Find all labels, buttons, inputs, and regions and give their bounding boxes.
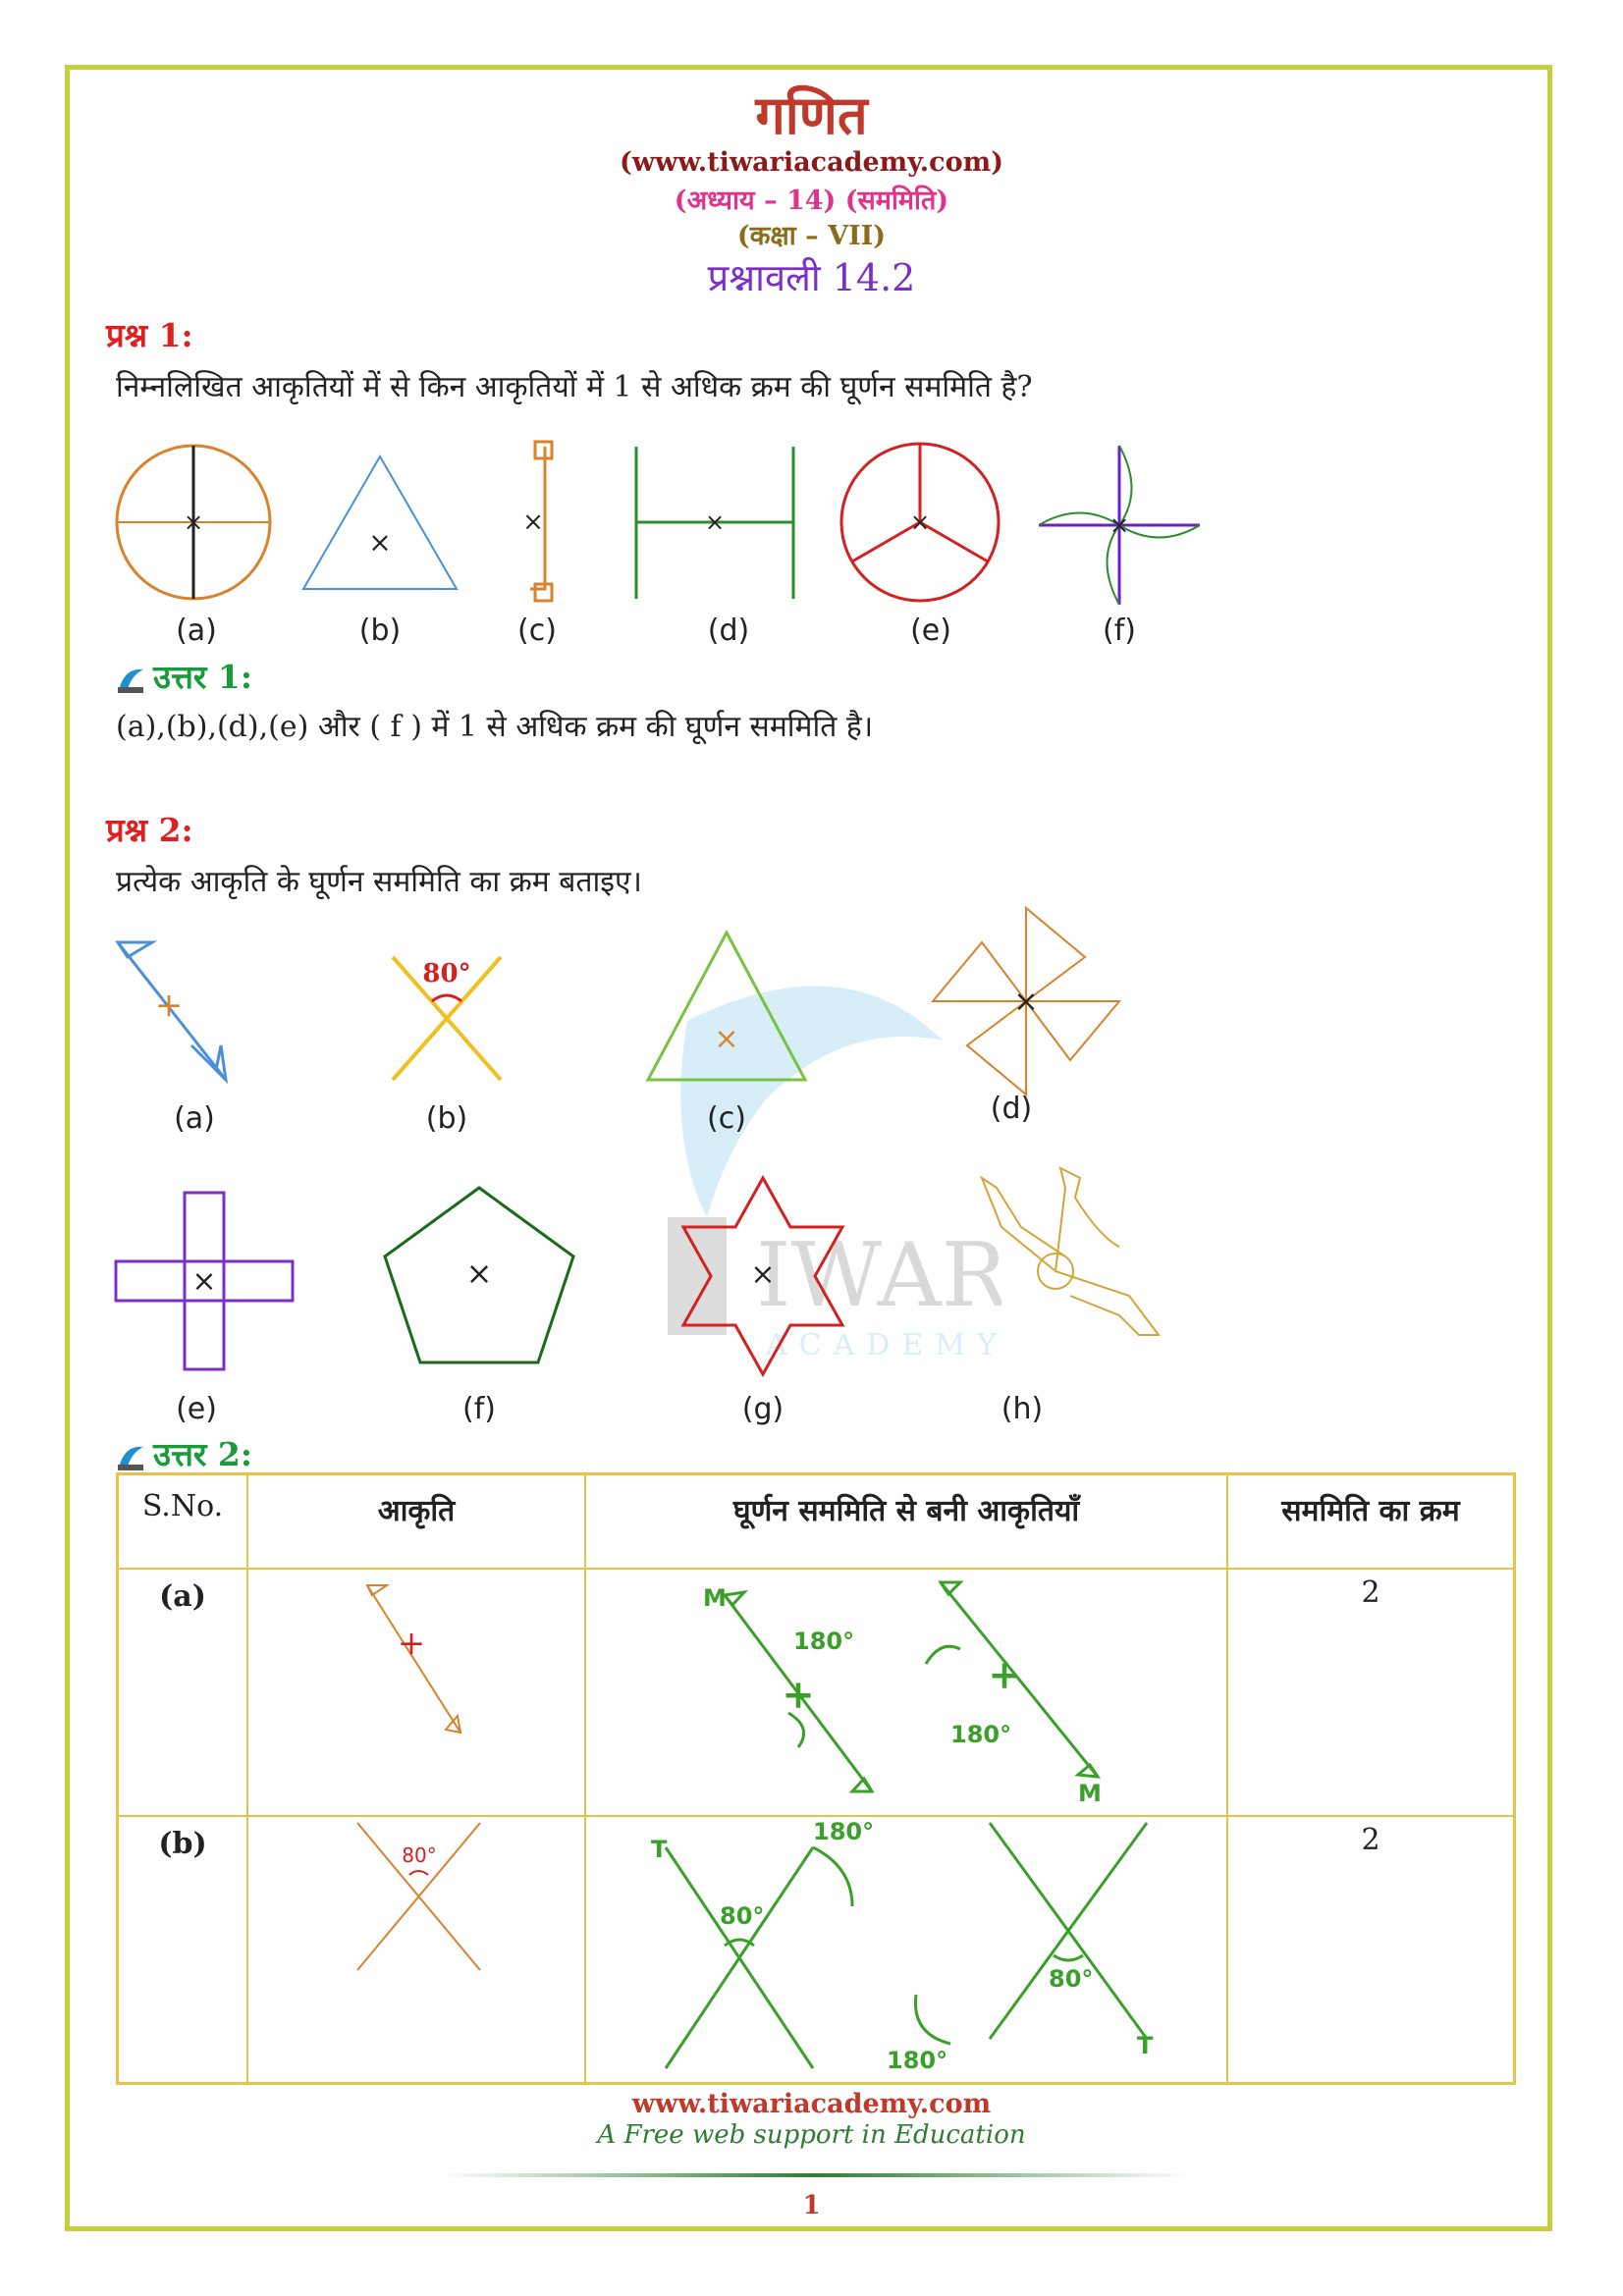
svg-text:×: × [191,1264,217,1299]
a1-heading: उत्तर 1: [153,658,253,696]
q2-heading: प्रश्न 2: [106,811,193,849]
row-a-sno: (a) [118,1569,248,1816]
q2-figures [98,903,1198,1394]
svg-text:+: + [154,986,184,1025]
footer-site[interactable]: www.tiwariacademy.com [631,2089,992,2119]
svg-text:×: × [714,1022,739,1056]
row-a-rotations [585,1569,1227,1816]
q1-label-a: (a) [176,614,217,648]
q1-label-c: (c) [517,614,557,648]
q1-fig-d [636,447,793,599]
watermark-text: IWAR [756,1224,1001,1327]
q1-fig-e [841,444,999,601]
tiwari-logo-icon [116,665,145,694]
tiwari-logo-icon [116,1442,145,1471]
q1-heading: प्रश्न 1: [106,316,193,354]
row-b-rotations [585,1816,1227,2084]
watermark-subtext: ACADEMY [766,1328,1001,1362]
a2-heading-wrap [116,1431,252,1475]
svg-text:×: × [522,507,544,537]
q1-fig-b [303,456,457,589]
footer-tagline: A Free web support in Education [597,2120,1026,2150]
q2-angle-label: 80° [422,959,471,988]
row-b-mark-3: 80° [720,1901,765,1930]
svg-text:×: × [368,526,392,559]
q2-label-h: (h) [1001,1392,1044,1426]
row-b-mark-6: 180° [887,2046,948,2073]
row-b-sno: (b) [118,1816,248,2084]
svg-text:×: × [1109,511,1130,539]
q2-label-b: (b) [425,1101,468,1136]
col-header-figure: आकृति [247,1474,585,1569]
table-row [118,1816,1515,2084]
q2-fig-b [393,957,501,1080]
svg-text:×: × [465,1255,493,1292]
a1-text: (a),(b),(d),(e) और ( f ) में 1 से अधिक क्रम की घूर्णन सममिति है। [116,710,874,744]
q2-label-d: (d) [990,1092,1033,1126]
page-number: 1 [802,2191,821,2220]
row-a-figure [247,1569,585,1816]
svg-text:×: × [704,508,726,536]
q2-label-f: (f) [462,1392,496,1426]
q1-fig-f [1039,446,1200,605]
row-b-order: 2 [1227,1816,1515,2084]
row-a-order: 2 [1227,1569,1515,1816]
row-b-mark-1: 80° [402,1842,437,1867]
table-row [118,1569,1515,1816]
q2-fig-h [982,1168,1159,1335]
q2-fig-d [933,908,1119,1095]
row-b-mark-7: T [1137,2031,1154,2059]
row-a-mark-2: 180° [793,1627,855,1655]
a2-heading: उत्तर 2: [153,1435,253,1473]
row-b-figure [247,1816,585,2084]
q2-fig-c [648,933,805,1080]
svg-text:+: + [782,1671,815,1718]
q1-text: निम्नलिखित आकृतियों में से किन आकृतियों में 1 से अधिक क्रम की घूर्णन सममिति है? [116,370,1033,404]
q2-label-e: (e) [176,1392,217,1426]
q2-text: प्रत्येक आकृति के घूर्णन सममिति का क्रम बताइए। [116,865,642,899]
col-header-rotations: घूर्णन सममिति से बनी आकृतियाँ [585,1474,1227,1569]
svg-text:+: + [988,1651,1021,1698]
footer-divider [442,2169,1188,2181]
svg-text:×: × [183,508,204,536]
q2-fig-f [385,1188,573,1362]
header-class: (कक्षा – VII) [736,221,887,251]
header-site: (www.tiwariacademy.com) [620,147,1003,178]
q2-fig-e [116,1193,293,1369]
q1-figures [98,432,1227,618]
row-b-mark-4: 180° [813,1817,875,1845]
svg-text:×: × [750,1257,776,1292]
svg-text:×: × [909,508,931,536]
q2-fig-g [683,1178,842,1374]
q1-fig-a [117,446,270,599]
q1-label-b: (b) [358,614,402,648]
q1-label-f: (f) [1103,614,1136,648]
q1-label-e: (e) [910,614,951,648]
q1-fig-c [522,442,552,601]
table-header-row [118,1474,1515,1569]
header-chapter: (अध्याय – 14) (सममिति) [674,186,949,216]
row-b-mark-2: T [651,1835,668,1863]
svg-text:×: × [1013,985,1039,1019]
q2-fig-a [118,942,226,1080]
solution-table [116,1472,1516,2085]
q2-label-g: (g) [741,1392,784,1426]
a1-heading-wrap [116,654,252,698]
col-header-order: सममिति का क्रम [1227,1474,1515,1569]
q2-label-c: (c) [707,1101,746,1136]
row-a-mark-1: M [703,1583,727,1612]
q2-label-a: (a) [174,1101,215,1136]
row-a-mark-3: 180° [950,1720,1012,1748]
row-b-mark-5: 80° [1049,1964,1094,1993]
svg-text:+: + [397,1623,426,1663]
col-header-sno: S.No. [118,1474,248,1569]
row-a-mark-4: M [1078,1779,1102,1806]
q1-label-d: (d) [707,614,750,648]
page-title: गणित [755,83,868,146]
header-exercise: प्रश्नावली 14.2 [707,256,916,299]
